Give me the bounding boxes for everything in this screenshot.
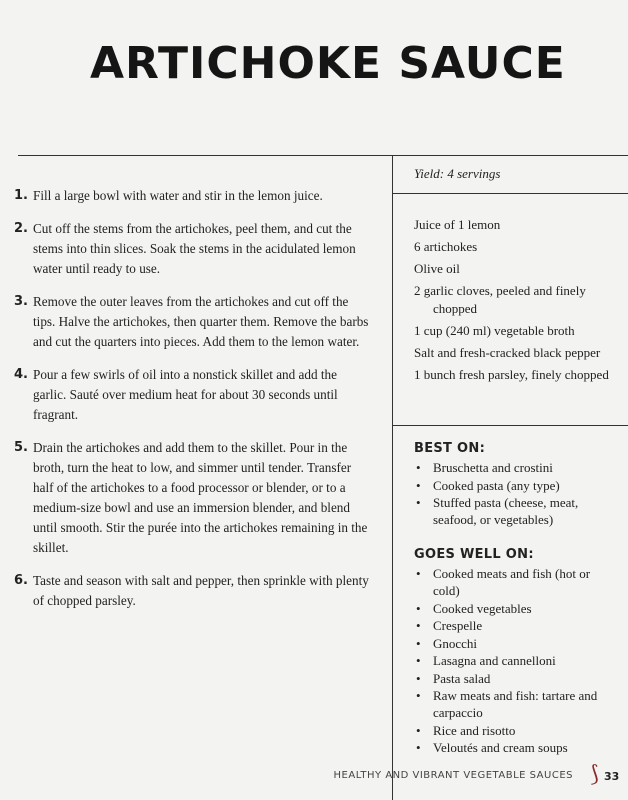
list-item: • Cooked pasta (any type) <box>414 477 614 494</box>
goes-well-on-list <box>414 565 614 756</box>
list-item: • Stuffed pasta (cheese, meat, seafood, or vegetables) <box>414 494 614 528</box>
ingredient-item: Juice of 1 lemon <box>414 217 501 232</box>
list-item: • Rice and risotto <box>414 722 614 739</box>
step-number: 1. <box>14 188 28 203</box>
best-on-list <box>414 459 614 528</box>
step-3 <box>14 292 370 352</box>
best-on-heading: BEST ON: <box>414 441 486 456</box>
step-text: Cut off the stems from the artichokes, peel them, and cut the stems into thin slices. Soak the stems in the acidulated lemon water until ready to use. <box>33 221 356 276</box>
ingredient-item: 1 cup (240 ml) vegetable broth <box>414 323 575 338</box>
ingredient-item: 6 artichokes <box>414 239 478 254</box>
step-number: 3. <box>14 294 28 309</box>
yield-divider <box>392 193 628 194</box>
page-title: ARTICHOKE SAUCE <box>90 38 566 89</box>
page-number: 33 <box>604 770 620 783</box>
step-4 <box>14 365 370 425</box>
best-on-section <box>414 441 614 529</box>
ingredient-item: 2 garlic cloves, peeled and finely chopped <box>414 283 586 316</box>
step-text: Fill a large bowl with water and stir in the lemon juice. <box>33 188 323 203</box>
step-text: Remove the outer leaves from the artichokes and cut off the tips. Halve the artichokes, then quarter them. Remove the barbs and cut the quarters into pieces. Add them to the lemon water. <box>33 294 369 349</box>
step-text: Pour a few swirls of oil into a nonstick skillet and add the garlic. Sauté over medium heat for about 30 seconds until fragrant. <box>33 367 338 422</box>
ingredients-list <box>414 216 614 388</box>
ingredients-divider <box>392 425 628 426</box>
ingredient-item: Olive oil <box>414 261 460 276</box>
step-number: 5. <box>14 440 28 455</box>
goes-well-on-heading: GOES WELL ON: <box>414 547 534 562</box>
step-text: Taste and season with salt and pepper, then sprinkle with plenty of chopped parsley. <box>33 573 369 608</box>
list-item: • Pasta salad <box>414 670 614 687</box>
step-number: 6. <box>14 573 28 588</box>
list-item: • Gnocchi <box>414 635 614 652</box>
yield-label: Yield: 4 servings <box>414 166 501 181</box>
list-item: • Cooked meats and fish (hot or cold) <box>414 565 614 599</box>
list-item: • Cooked vegetables <box>414 600 614 617</box>
list-item: • Veloutés and cream soups <box>414 739 614 756</box>
step-number: 4. <box>14 367 28 382</box>
list-item: • Lasagna and cannelloni <box>414 652 614 669</box>
footer-section-title: HEALTHY AND VIBRANT VEGETABLE SAUCES <box>333 770 573 781</box>
column-divider <box>392 155 393 800</box>
top-divider <box>18 155 628 156</box>
goes-well-on-section <box>414 547 614 757</box>
method-steps <box>14 186 370 624</box>
swash-ornament-icon: ⟆ <box>590 762 599 787</box>
step-6 <box>14 571 370 611</box>
step-text: Drain the artichokes and add them to the skillet. Pour in the broth, turn the heat to low, and simmer until tender. Transfer half of the artichokes to a food processor or blender, or to a medium-size bowl and use an immersion blender, and blend until smooth. Stir the purée into the artichokes remaining in the skillet. <box>33 440 368 555</box>
ingredient-item: 1 bunch fresh parsley, finely chopped <box>414 367 609 382</box>
step-5 <box>14 438 370 558</box>
ingredient-item: Salt and fresh-cracked black pepper <box>414 345 601 360</box>
step-2 <box>14 219 370 279</box>
step-number: 2. <box>14 221 28 236</box>
list-item: • Raw meats and fish: tartare and carpaccio <box>414 687 614 721</box>
step-1 <box>14 186 370 206</box>
list-item: • Bruschetta and crostini <box>414 459 614 476</box>
list-item: • Crespelle <box>414 617 614 634</box>
